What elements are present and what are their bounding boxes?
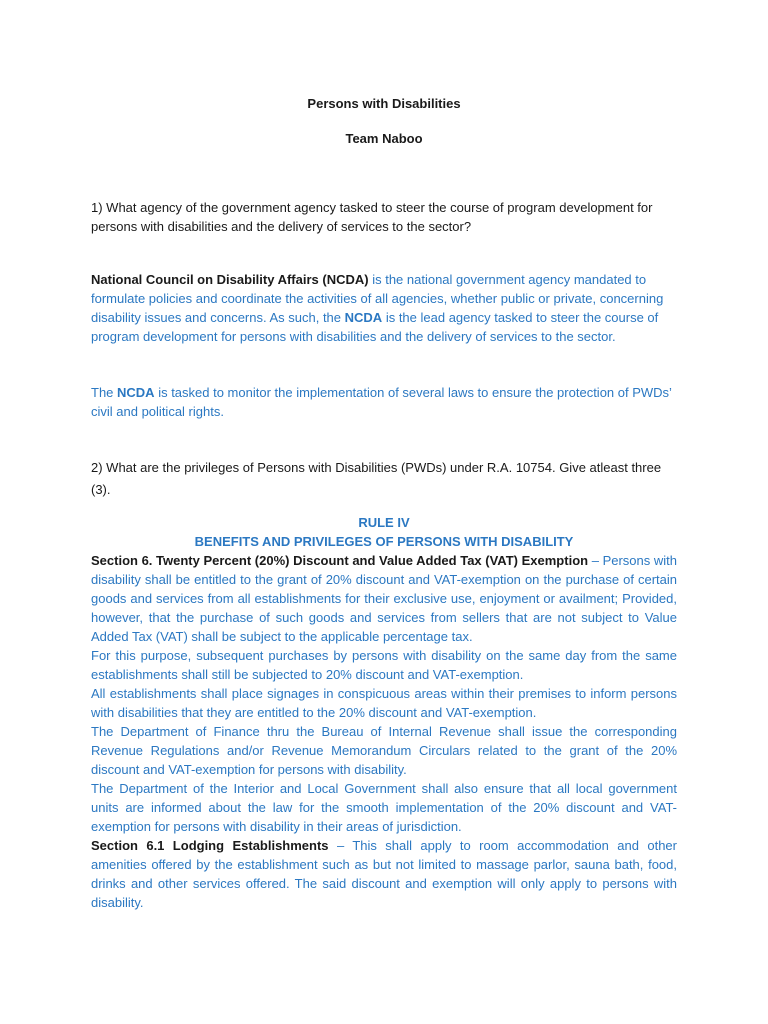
question-1: 1) What agency of the government agency tasked to steer the course of program development for persons with disabilities and the delivery of services to the sector? — [91, 200, 653, 234]
answer-2-text-b: is tasked to monitor the implementation of several laws to ensure the protection of PWDs’ civil and political rights. — [91, 385, 672, 419]
section-6-paragraph-2: For this purpose, subsequent purchases by persons with disability on the same day from the same establishments shall still be subjected to 20% discount and VAT-exemption. — [91, 648, 677, 682]
section-6-paragraph-4: The Department of Finance thru the Bureau of Internal Revenue shall issue the corresponding Revenue Regulations and/or Revenue Memorandum Circulars related to the grant of the 20% discount and VAT-exemption for persons with disability. — [91, 724, 677, 777]
section-6-text: Persons with disability shall be entitled to the grant of 20% discount and VAT-exemption on the purchase of certain goods and services from all establishments for their exclusive use, enjoyment or availment; Provided, however, that the purchase of such goods and services from sellers that are not subject to Value Added Tax (VAT) shall be subject to the applicable percentage tax. — [91, 553, 677, 644]
section-6-1-paragraph — [91, 836, 677, 912]
answer-1-lead: National Council on Disability Affairs (NCDA) — [91, 272, 369, 287]
section-6-paragraph-5: The Department of the Interior and Local Government shall also ensure that all local government units are informed about the law for the smooth implementation of the 20% discount and VAT-exemption for persons with disability in their areas of jurisdiction. — [91, 781, 677, 834]
question-2: 2) What are the privileges of Persons with Disabilities (PWDs) under R.A. 10754. Give atleast three (3). — [91, 460, 662, 497]
document-title: Persons with Disabilities — [307, 96, 461, 111]
ncda-acronym: NCDA — [117, 385, 155, 400]
section-6-paragraph-3: All establishments shall place signages in conspicuous areas within their premises to inform persons with disabilities that they are entitled to the 20% discount and VAT-exemption. — [91, 686, 677, 720]
answer-1-paragraph-2 — [91, 383, 677, 421]
answer-1-paragraph-1 — [91, 270, 677, 346]
section-6-1-text: This shall apply to room accommodation and other amenities offered by the establishment such as but not limited to massage parlor, sauna bath, food, drinks and other services offered. The said discount and exemption will only apply to persons with disability. — [91, 838, 677, 910]
answer-1-text-b: is the lead agency tasked to steer the course of program development for persons with disabilities and the delivery of services to the sector. — [91, 310, 659, 344]
section-6-1-title: Section 6.1 Lodging Establishments — [91, 838, 329, 853]
rule-body — [91, 551, 677, 912]
document-subtitle: Team Naboo — [345, 131, 423, 146]
answer-2-text-a: The — [91, 385, 118, 400]
section-6-paragraph — [91, 551, 677, 646]
section-6-1-dash: – — [328, 838, 353, 853]
section-6-title: Section 6. Twenty Percent (20%) Discount and Value Added Tax (VAT) Exemption — [91, 553, 589, 568]
answer-1-text-a: is the national government agency mandated to formulate policies and coordinate the activities of all agencies, whether public or private, concerning disability issues and concerns. As such, the — [91, 272, 664, 325]
rule-heading: RULE IV — [358, 515, 410, 530]
section-6-dash: – — [588, 553, 603, 568]
ncda-acronym: NCDA — [344, 310, 383, 325]
rule-subheading: BENEFITS AND PRIVILEGES OF PERSONS WITH DISABILITY — [194, 534, 574, 549]
